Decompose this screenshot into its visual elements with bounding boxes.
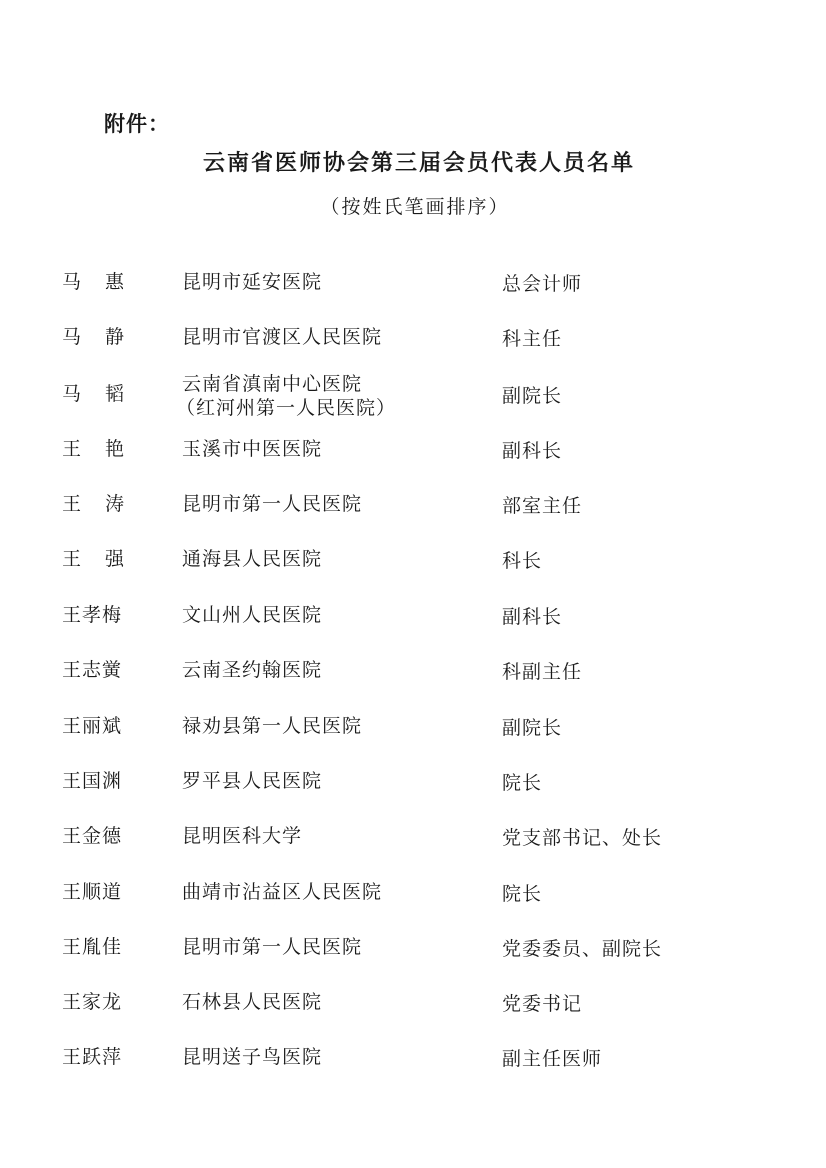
member-row (0, 769, 826, 825)
member-position: 部室主任 (502, 495, 583, 517)
member-row (0, 547, 826, 603)
member-name: 王丽斌 (62, 715, 123, 737)
organization-line: 昆明送子鸟医院 (182, 1046, 323, 1068)
organization-line: 云南省滇南中心医院 (182, 373, 363, 395)
member-organization (182, 824, 302, 848)
organization-line: （红河州第一人民医院） (176, 397, 397, 419)
organization-line: 曲靖市沾益区人民医院 (182, 881, 383, 903)
organization-line: 昆明市第一人民医院 (182, 936, 363, 958)
member-position: 副科长 (502, 440, 563, 462)
member-position: 总会计师 (502, 273, 583, 295)
organization-line: 禄劝县第一人民医院 (182, 715, 363, 737)
organization-line: 昆明市官渡区人民医院 (182, 326, 383, 348)
document-title: 云南省医师协会第三届会员代表人员名单 (202, 151, 635, 176)
member-position: 副主任医师 (502, 1048, 603, 1070)
member-row (0, 1045, 826, 1101)
member-position: 科主任 (502, 328, 563, 350)
member-row (0, 372, 826, 428)
member-name: 马惠 (62, 271, 149, 293)
organization-line: 玉溪市中医医院 (182, 438, 323, 460)
member-name: 王孝梅 (62, 604, 123, 626)
member-position: 党委委员、副院长 (502, 938, 663, 960)
member-organization (182, 603, 322, 627)
member-name: 王家龙 (62, 991, 123, 1013)
member-row (0, 492, 826, 548)
organization-line: 通海县人民医院 (182, 548, 323, 570)
member-position: 科长 (502, 550, 543, 572)
member-position: 副科长 (502, 606, 563, 628)
member-row (0, 437, 826, 493)
member-position: 科副主任 (502, 661, 583, 683)
member-organization (182, 437, 322, 461)
organization-line: 昆明医科大学 (182, 825, 303, 847)
member-name: 王志黉 (62, 659, 123, 681)
member-organization (182, 270, 322, 294)
member-name: 王艳 (62, 438, 149, 460)
member-organization (182, 935, 362, 959)
member-organization (182, 658, 322, 682)
member-row (0, 270, 826, 326)
organization-line: 石林县人民医院 (182, 991, 323, 1013)
organization-line: 文山州人民医院 (182, 604, 323, 626)
member-row (0, 935, 826, 991)
member-row (0, 603, 826, 659)
member-position: 党支部书记、处长 (502, 827, 663, 849)
member-name: 马韬 (62, 383, 149, 405)
member-organization (182, 492, 362, 516)
member-organization (182, 769, 322, 793)
organization-line: 昆明市第一人民医院 (182, 493, 363, 515)
member-row (0, 658, 826, 714)
member-position: 副院长 (502, 385, 563, 407)
member-name: 王顺道 (62, 881, 123, 903)
member-row (0, 714, 826, 770)
member-position: 副院长 (502, 717, 563, 739)
member-row (0, 880, 826, 936)
organization-line: 云南圣约翰医院 (182, 659, 323, 681)
member-name: 马静 (62, 326, 149, 348)
member-position: 党委书记 (502, 993, 583, 1015)
member-name: 王胤佳 (62, 936, 123, 958)
member-position: 院长 (502, 883, 543, 905)
member-organization (182, 547, 322, 571)
member-name: 王金德 (62, 825, 123, 847)
member-organization (182, 714, 362, 738)
document-subtitle: （按姓氏笔画排序） (320, 196, 510, 218)
member-row (0, 824, 826, 880)
member-organization (182, 880, 382, 904)
organization-line: 昆明市延安医院 (182, 271, 323, 293)
member-organization (182, 1045, 322, 1069)
member-name: 王国渊 (62, 770, 123, 792)
member-organization (176, 372, 397, 420)
attachment-label: 附件： (104, 112, 170, 136)
member-organization (182, 990, 322, 1014)
organization-line: 罗平县人民医院 (182, 770, 323, 792)
member-name: 王强 (62, 548, 149, 570)
member-name: 王涛 (62, 493, 149, 515)
member-position: 院长 (502, 772, 543, 794)
member-organization (182, 325, 382, 349)
member-name: 王跃萍 (62, 1046, 123, 1068)
member-row (0, 990, 826, 1046)
